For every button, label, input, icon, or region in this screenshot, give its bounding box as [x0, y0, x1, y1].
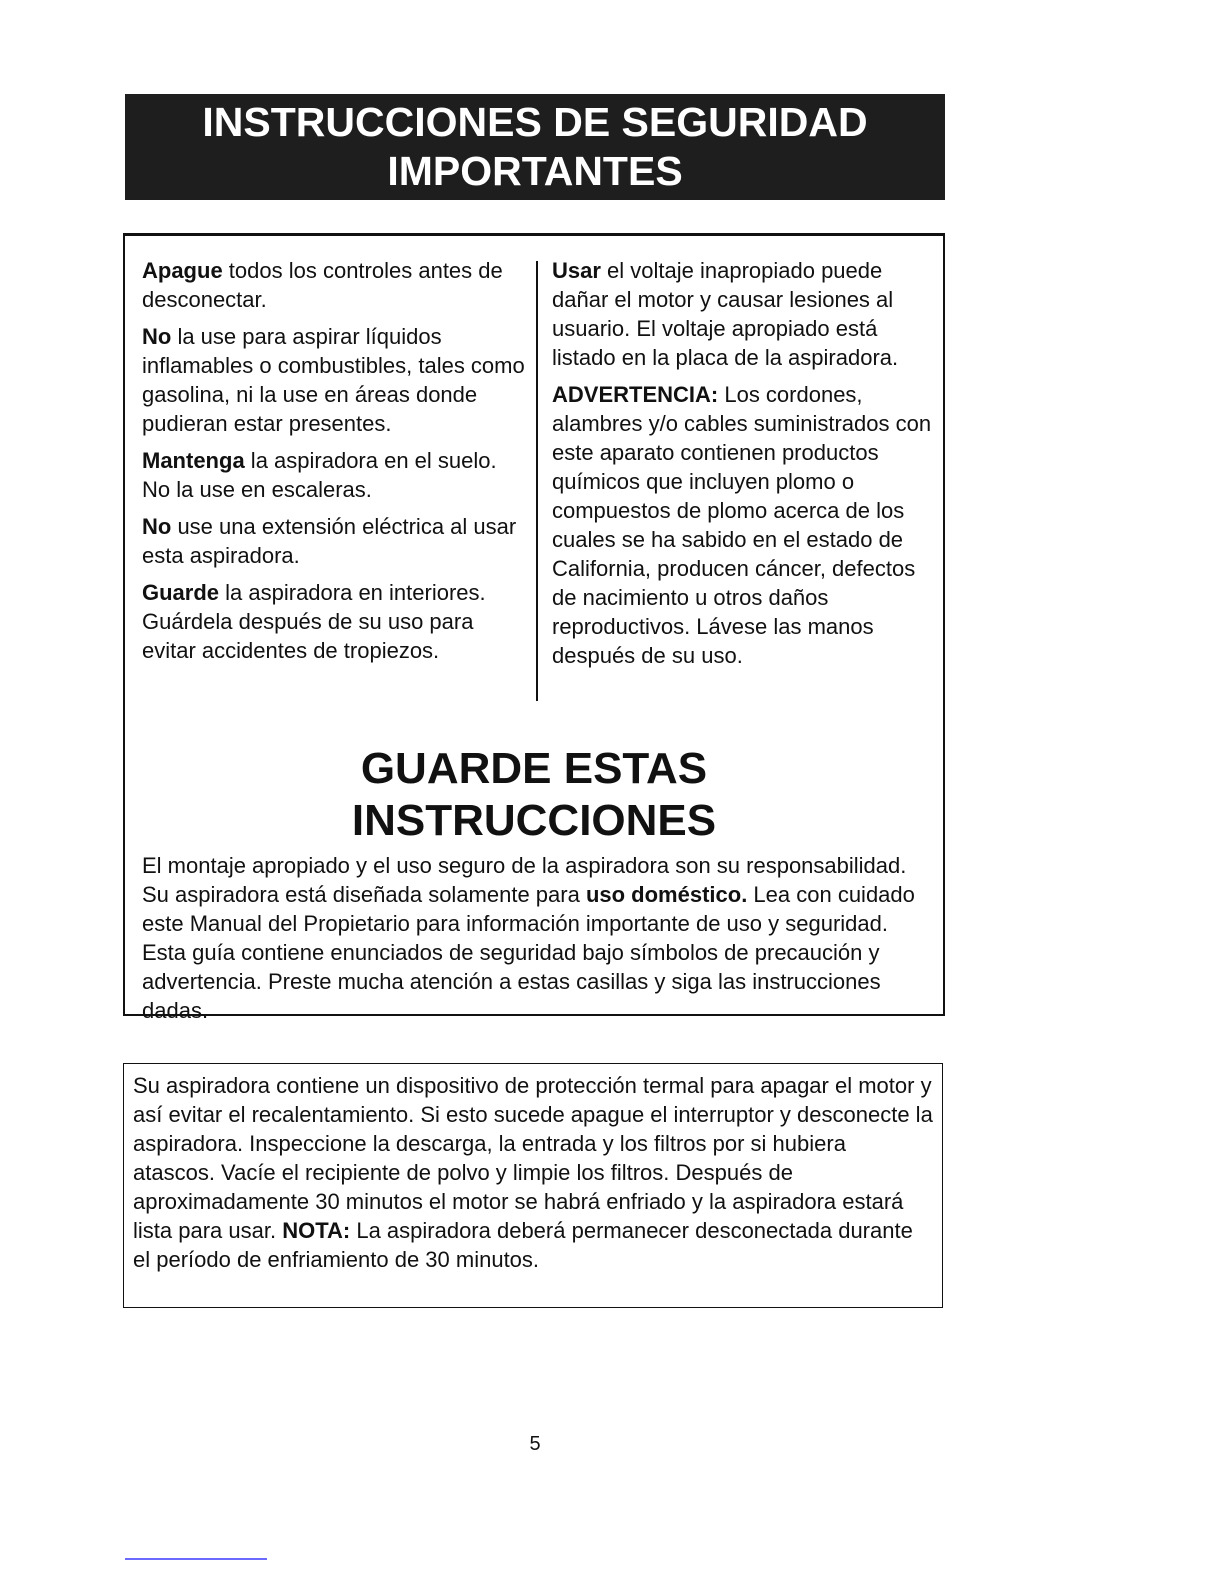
instruction-keyword: No [142, 324, 172, 349]
warning-text: Los cordones, alambres y/o cables suministrados con este aparato contienen productos químicos que incluyen plomo o compuestos de plomo acerca de los cuales se ha sabido en el estado de California, producen cáncer, defectos de nacimiento u otros daños reproductivos. Lávese las manos después de su uso. [552, 382, 932, 668]
column-divider [536, 261, 538, 701]
responsibility-paragraph [142, 851, 932, 1025]
instruction-keyword: Guarde [142, 580, 220, 605]
banner-title-line2: IMPORTANTES [387, 148, 683, 194]
safety-instructions-banner [125, 94, 945, 200]
instruction-text: el voltaje inapropiado puede dañar el motor y causar lesiones al usuario. El voltaje apropiado está listado en la placa de la aspiradora. [552, 258, 899, 370]
instruction-paragraph [142, 578, 527, 665]
instruction-paragraph [142, 512, 527, 570]
thermal-protection-paragraph [133, 1071, 933, 1274]
left-instructions-column [142, 256, 527, 673]
instruction-paragraph [142, 322, 527, 438]
thermal-protection-box [123, 1063, 943, 1308]
instruction-keyword: Apague [142, 258, 223, 283]
instruction-paragraph [142, 256, 527, 314]
warning-keyword: ADVERTENCIA: [552, 382, 719, 407]
thermal-text-start: Su aspiradora contiene un dispositivo de protección termal para apagar el motor y así evitar el recalentamiento. Si esto sucede apague el interruptor y desconecte la aspiradora. Inspeccione la descarga, la entrada y los filtros por si hubiera atascos. Vacíe el recipiente de polvo y limpie los filtros. Después de aproximadamente 30 minutos el motor se habrá enfriado y la aspiradora estará lista para usar. [133, 1073, 933, 1243]
instruction-text: use una extensión eléctrica al usar esta aspiradora. [142, 514, 517, 568]
instruction-paragraph [552, 256, 937, 372]
instruction-keyword: No [142, 514, 172, 539]
responsibility-text-end: Lea con cuidado este Manual del Propietario para información importante de uso y seguridad. Esta guía contiene enunciados de seguridad bajo símbolos de precaución y advertencia. Preste mucha atención a estas casillas y siga las instrucciones dadas. [142, 882, 915, 1023]
save-heading-line1: GUARDE ESTAS [360, 744, 708, 793]
page-number: 5 [529, 1433, 541, 1455]
instruction-text: la use para aspirar líquidos inflamables o combustibles, tales como gasolina, ni la use en áreas donde pudieran estar presentes. [142, 324, 525, 436]
right-instructions-column [552, 256, 937, 678]
banner-title-line1: INSTRUCCIONES DE SEGURIDAD [202, 99, 868, 145]
safety-instructions-box [123, 233, 945, 1023]
warning-paragraph [552, 380, 937, 670]
thermal-text-end: La aspiradora deberá permanecer desconectada durante el período de enfriamiento de 30 minutos. [133, 1218, 913, 1272]
instruction-text: todos los controles antes de desconectar. [142, 258, 503, 312]
footnote-rule [125, 1558, 267, 1560]
instruction-keyword: Mantenga [142, 448, 245, 473]
domestic-use-emphasis: uso doméstico. [585, 882, 748, 907]
save-heading-line2: INSTRUCCIONES [351, 796, 717, 845]
instruction-text: la aspiradora en interiores. Guárdela después de su uso para evitar accidentes de tropiezos. [142, 580, 486, 663]
note-label: NOTA: [282, 1218, 351, 1243]
responsibility-text-start: El montaje apropiado y el uso seguro de la aspiradora son su responsabilidad. Su aspiradora está diseñada solamente para [142, 853, 907, 907]
instruction-paragraph [142, 446, 527, 504]
save-instructions-heading [125, 743, 943, 847]
instruction-keyword: Usar [552, 258, 601, 283]
instruction-text: la aspiradora en el suelo. No la use en escaleras. [142, 448, 497, 502]
